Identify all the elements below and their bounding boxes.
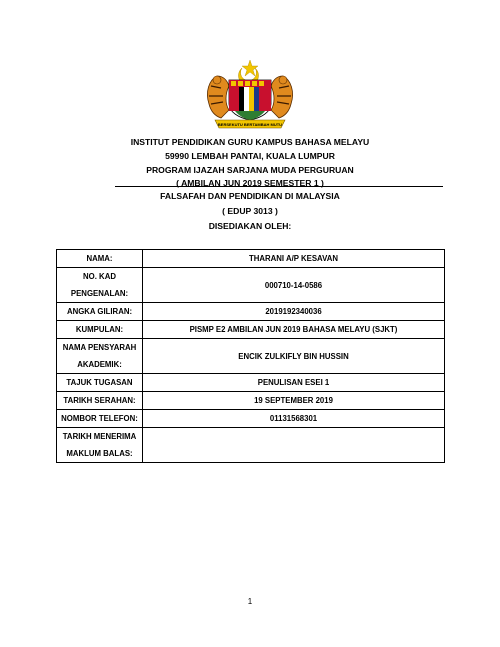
row-label: ANGKA GILIRAN: — [57, 303, 143, 321]
page-number: 1 — [247, 597, 253, 606]
row-value: ENCIK ZULKIFLY BIN HUSSIN — [143, 339, 445, 374]
course-title: FALSAFAH DAN PENDIDIKAN DI MALAYSIA — [160, 191, 340, 201]
table-row — [57, 428, 445, 463]
row-value: THARANI A/P KESAVAN — [143, 250, 445, 268]
row-value: 000710-14-0586 — [143, 268, 445, 303]
table-row — [57, 321, 445, 339]
table-row — [57, 303, 445, 321]
table-row — [57, 339, 445, 374]
row-value: 19 SEPTEMBER 2019 — [143, 392, 445, 410]
row-label: TAJUK TUGASAN — [57, 374, 143, 392]
table-row — [57, 410, 445, 428]
table-row — [57, 392, 445, 410]
row-value: 01131568301 — [143, 410, 445, 428]
row-label: NO. KAD PENGENALAN: — [57, 268, 143, 303]
course-code: ( EDUP 3013 ) — [222, 206, 278, 216]
table-row — [57, 374, 445, 392]
row-label: KUMPULAN: — [57, 321, 143, 339]
table-row — [57, 250, 445, 268]
table-row — [57, 268, 445, 303]
institute-name: INSTITUT PENDIDIKAN GURU KAMPUS BAHASA MELAYU — [130, 137, 370, 147]
row-label: TARIKH MENERIMA MAKLUM BALAS: — [57, 428, 143, 463]
row-value: PENULISAN ESEI 1 — [143, 374, 445, 392]
row-value — [143, 428, 445, 463]
crest-motto: BERSEKUTU BERTAMBAH MUTU — [217, 122, 283, 127]
row-value: PISMP E2 AMBILAN JUN 2019 BAHASA MELAYU (SJKT) — [143, 321, 445, 339]
program-intake: ( AMBILAN JUN 2019 SEMESTER 1 ) — [176, 178, 324, 188]
row-label: NAMA: — [57, 250, 143, 268]
institute-address: 59990 LEMBAH PANTAI, KUALA LUMPUR — [165, 151, 335, 161]
row-label: NAMA PENSYARAH AKADEMIK: — [57, 339, 143, 374]
row-label: NOMBOR TELEFON: — [57, 410, 143, 428]
row-value: 2019192340036 — [143, 303, 445, 321]
coat-of-arms-icon — [195, 58, 305, 130]
student-info-table — [56, 249, 445, 463]
header-divider — [115, 186, 443, 187]
row-label: TARIKH SERAHAN: — [57, 392, 143, 410]
prepared-by-heading: DISEDIAKAN OLEH: — [208, 221, 292, 231]
program-name: PROGRAM IJAZAH SARJANA MUDA PERGURUAN — [146, 165, 354, 175]
